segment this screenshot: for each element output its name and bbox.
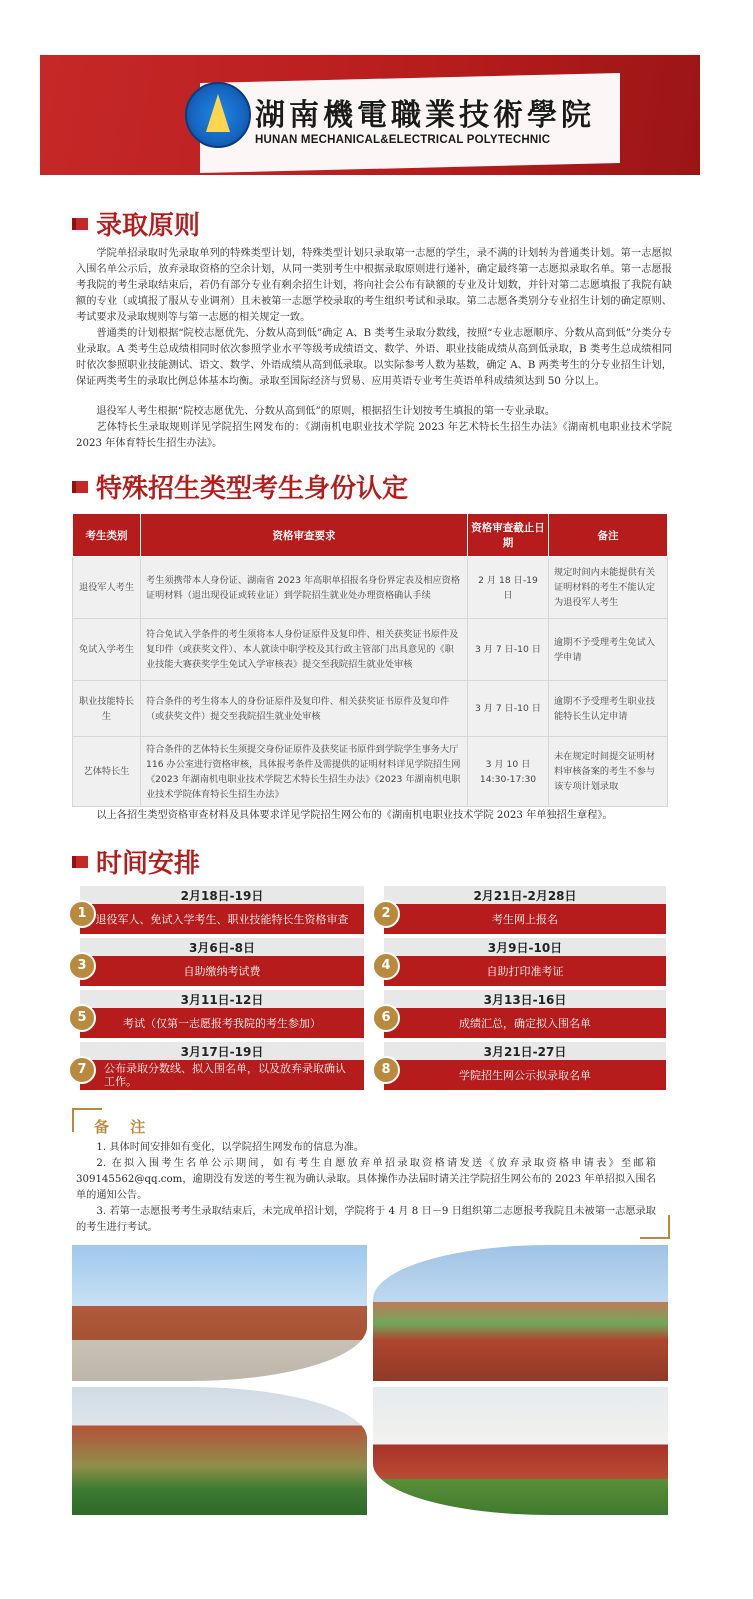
identity-table	[72, 513, 668, 807]
cell-note: 规定时间内未能提供有关证明材料的考生不能认定为退役军人考生	[549, 557, 668, 619]
cell-type: 退役军人考生	[73, 557, 141, 619]
schedule-date: 3月13日-16日	[384, 990, 666, 1010]
section-title-text: 特殊招生类型考生身份认定	[96, 474, 409, 504]
schedule-date: 3月6日-8日	[80, 938, 364, 958]
step-number-badge: 1	[68, 900, 96, 928]
paragraph-1: 学院单招录取时先录取单列的特殊类型计划，特殊类型计划只录取第一志愿的学生，录不满的计划转为普通类计划。第一志愿拟入围名单公示后，放弃录取资格的空余计划，从同一类别考生中根据录取原则进行递补，确定最终第一志愿拟录取名单。第一志愿报考我院的考生录取结束后，若仍有部分专业有剩余招生计划，将向社会公布有缺额的专业及计划数，并针对第二志愿填报了我院有缺额的专业（或填报了服从专业调剂）且未被第一志愿学校录取的考生组织考试和录取。第二志愿各类别分专业招生计划的确定原则、考试要求及录取规则等与第一志愿的相关规定一致。	[76, 248, 672, 323]
table-header-cell: 资格审查截止日期	[468, 514, 549, 557]
section-title-text: 录取原则	[96, 211, 201, 241]
step-number-badge: 3	[68, 952, 96, 980]
schedule-item: 考生网上报名	[384, 904, 666, 934]
cell-note: 逾期不予受理考生职业技能特长生认定申请	[549, 681, 668, 737]
section-title-text: 时间安排	[96, 849, 201, 879]
campus-photo-buildings	[72, 1245, 367, 1381]
paragraph-3: 退役军人考生根据“院校志愿优先、分数从高到低”的原则，根据招生计划按考生填报的第一专业录取。	[96, 406, 556, 417]
cell-deadline: 2 月 18 日-19 日	[468, 557, 549, 619]
schedule-item: 学院招生网公示拟录取名单	[384, 1060, 666, 1090]
step-number-badge: 5	[68, 1004, 96, 1032]
section-title-identity	[72, 468, 408, 505]
schedule-item: 成绩汇总，确定拟入围名单	[384, 1008, 666, 1038]
note-1: 1. 具体时间安排如有变化，以学院招生网发布的信息为准。	[96, 1142, 365, 1153]
table-header-cell: 备注	[549, 514, 668, 557]
table-header-row	[73, 514, 668, 557]
schedule-date: 3月9日-10日	[384, 938, 666, 958]
campus-photo-gate	[373, 1387, 668, 1515]
cell-requirement: 符合条件的艺体特长生须提交身份证原件及获奖证书原件到学院学生事务大厅 116 办公室进行资格审核，具体报考条件及需提供的证明材料详见学院招生网《2023 年湖南机电职业技术学院艺术特长生招生办法》《2023 年湖南机电职业技术学院体育特长生招生办法》	[141, 737, 468, 807]
cell-note: 逾期不予受理考生免试入学申请	[549, 619, 668, 681]
cell-deadline: 3 月 7 日-10 日	[468, 619, 549, 681]
schedule-item: 退役军人、免试入学考生、职业技能特长生资格审查	[80, 904, 364, 934]
schedule-date: 2月21日-2月28日	[384, 886, 666, 906]
schedule-date: 3月21日-27日	[384, 1042, 666, 1062]
cell-note: 未在规定时间提交证明材料审核备案的考生不参与该专项计划录取	[549, 737, 668, 807]
table-row	[73, 619, 668, 681]
table-header-cell: 资格审查要求	[141, 514, 468, 557]
cell-requirement: 符合条件的考生将本人的身份证原件及复印件、相关获奖证书原件及复印件（或获奖文件）提交至我院招生就业处审核	[141, 681, 468, 737]
section-title-admission-principles	[72, 205, 200, 242]
table-row	[73, 681, 668, 737]
step-number-badge: 6	[372, 1004, 400, 1032]
paragraph-2: 普通类的计划根据“院校志愿优先、分数从高到低”确定 A、B 类考生录取分数线，按照“专业志愿顺序、分数从高到低”分类分专业录取。A 类考生总成绩相同时依次参照学业水平等级考成绩语文、数学、外语、职业技能成绩从高到低录取，B 类考生总成绩相同时依次参照职业技能测试、语文、数学、外语成绩从高到低录取。以实际参考人数为基数，确定 A、B 两类考生的分专业招生计划，保证两类考生的录取比例总体基本均衡。录取至国际经济与贸易、应用英语专业考生英语单科成绩须达到 50 分以上。	[76, 328, 672, 387]
schedule-item: 公布录取分数线、拟入围名单，以及放弃录取确认工作。	[80, 1060, 364, 1090]
cell-deadline: 3 月 10 日 14:30-17:30	[468, 737, 549, 807]
cell-deadline: 3 月 7 日-10 日	[468, 681, 549, 737]
cell-type: 免试入学考生	[73, 619, 141, 681]
table-header-cell: 考生类别	[73, 514, 141, 557]
step-number-badge: 4	[372, 952, 400, 980]
table-row	[73, 557, 668, 619]
school-logo-icon	[185, 82, 251, 148]
paragraph-4: 艺体特长生录取规则详见学院招生网发布的：《湖南机电职业技术学院 2023 年艺术特长生招生办法》《湖南机电职业技术学院 2023 年体育特长生招生办法》。	[76, 422, 672, 449]
note-2: 2. 在拟入围考生名单公示期间，如有考生自愿放弃单招录取资格请发送《放弃录取资格申请表》至邮箱 309145562@qq.com，逾期没有发送的考生视为确认录取。具体操作办法届时请关注学院招生网公布的 2023 年单招拟入围名单的通知公告。	[76, 1158, 656, 1201]
campus-photo-pavilion	[72, 1387, 367, 1515]
schedule-item: 自助缴纳考试费	[80, 956, 364, 986]
schedule-item: 考试（仅第一志愿报考我院的考生参加）	[80, 1008, 364, 1038]
cell-requirement: 考生须携带本人身份证、湖南省 2023 年高职单招报名身份界定表及相应资格证明材料（退出现役证或转业证）到学院招生就业处办理资格确认手续	[141, 557, 468, 619]
notes-title: 备 注	[94, 1118, 154, 1136]
section-marker-icon	[72, 218, 88, 230]
step-number-badge: 7	[68, 1056, 96, 1084]
school-name-en: HUNAN MECHANICAL&ELECTRICAL POLYTECHNIC	[255, 134, 551, 146]
section-title-schedule	[72, 843, 200, 880]
schedule-date: 3月17日-19日	[80, 1042, 364, 1062]
cell-type: 艺体特长生	[73, 737, 141, 807]
cell-type: 职业技能特长生	[73, 681, 141, 737]
school-name-cn: 湖南機電職業技術學院	[255, 98, 595, 133]
table-row	[73, 737, 668, 807]
step-number-badge: 8	[372, 1056, 400, 1084]
step-number-badge: 2	[372, 900, 400, 928]
table-footnote: 以上各招生类型资格审查材料及具体要求详见学院招生网公布的《湖南机电职业技术学院 2023 年单独招生章程》。	[96, 810, 613, 821]
campus-photo-stadium	[373, 1245, 668, 1381]
cell-requirement: 符合免试入学条件的考生须将本人身份证原件及复印件、相关获奖证书原件及复印件（或获奖文件）、本人就读中职学校及其行政主管部门出具意见的《职业技能大赛获奖学生免试入学审核表》提交至我院招生就业处审核	[141, 619, 468, 681]
section-marker-icon	[72, 856, 88, 868]
schedule-date: 2月18日-19日	[80, 886, 364, 906]
schedule-item: 自助打印准考证	[384, 956, 666, 986]
section-marker-icon	[72, 481, 88, 493]
schedule-date: 3月11日-12日	[80, 990, 364, 1010]
note-3: 3. 若第一志愿报考考生录取结束后，未完成单招计划，学院将于 4 月 8 日－9 日组织第二志愿报考我院且未被第一志愿录取的考生进行考试。	[76, 1206, 656, 1233]
